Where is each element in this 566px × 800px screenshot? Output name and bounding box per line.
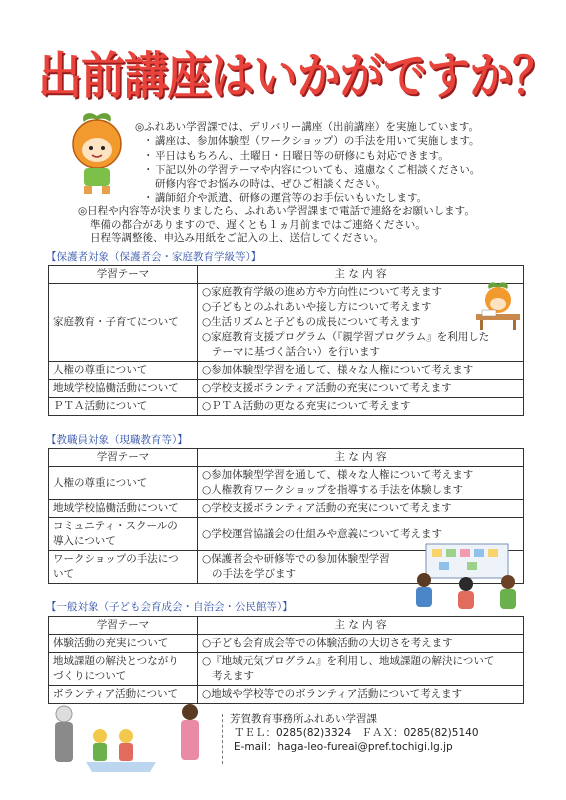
content-line: ○子どもとのふれあいや接し方について考えます bbox=[202, 301, 432, 313]
table-row bbox=[49, 653, 524, 686]
content-line: ○人権教育ワークショップを指導する手法を体験します bbox=[202, 484, 463, 496]
mascot-illustration bbox=[62, 110, 132, 196]
theme-cell: ボランティア活動について bbox=[49, 686, 198, 704]
content-line: 考えます bbox=[212, 670, 254, 682]
content-line: ○『地域元気プログラム』を利用し、地域課題の解決について bbox=[202, 655, 495, 667]
header-content: 主 な 内 容 bbox=[198, 266, 524, 284]
content-line: ○家庭教育支援プログラム（『親学習プログラム』を利用した bbox=[202, 331, 490, 343]
notice-line: 準備の都合がありますので、遅くとも１ヵ月前まではご連絡ください。 bbox=[90, 218, 426, 231]
people-illustration bbox=[50, 700, 210, 775]
footer-contact bbox=[226, 712, 526, 754]
table-row bbox=[49, 635, 524, 653]
notice-line: ◎日程や内容等が決まりましたら、ふれあい学習課まで電話で連絡をお願いします。 bbox=[78, 205, 475, 217]
header-theme: 学習テーマ bbox=[49, 266, 198, 284]
notice-line: 日程等調整後、申込み用紙をご記入の上、送信してください。 bbox=[90, 232, 384, 244]
theme-cell bbox=[49, 518, 198, 551]
table-parents bbox=[48, 265, 524, 416]
theme-cell: 体験活動の充実について bbox=[49, 635, 198, 653]
header-content: 主 な 内 容 bbox=[198, 617, 524, 635]
workshop-illustration bbox=[412, 540, 522, 610]
content-cell bbox=[198, 653, 524, 686]
table-header-row bbox=[49, 617, 524, 635]
section-title-teachers: 【教職員対象（現職教育等）】 bbox=[46, 434, 188, 446]
content-cell: ○学校支援ボランティア活動の充実について考えます bbox=[198, 380, 524, 398]
section-title-parents: 【保護者対象（保護者会・家庭教育学級等）】 bbox=[46, 251, 262, 263]
footer-tel-fax: ＴＥＬ：0285(82)3324 ＦＡＸ：0285(82)5140 bbox=[234, 727, 479, 739]
table-header-row bbox=[49, 266, 524, 284]
header-content: 主 な 内 容 bbox=[198, 449, 524, 467]
theme-cell: 人権の尊重について bbox=[49, 362, 198, 380]
notice-block bbox=[78, 205, 558, 246]
theme-line: づくりについて bbox=[53, 670, 127, 682]
header-theme: 学習テーマ bbox=[49, 617, 198, 635]
table-general bbox=[48, 616, 524, 704]
footer-org: 芳賀教育事務所ふれあい学習課 bbox=[230, 713, 377, 725]
table-header-row bbox=[49, 449, 524, 467]
theme-cell bbox=[49, 551, 198, 584]
intro-bullet: ・ 講座は、参加体験型（ワークショップ）の手法を用いて実施します。 bbox=[155, 134, 555, 148]
theme-cell: 地域学校協働活動について bbox=[49, 500, 198, 518]
table-row bbox=[49, 380, 524, 398]
content-cell: ○参加体験型学習を通して、様々な人権について考えます bbox=[198, 362, 524, 380]
content-line: ○生活リズムと子どもの成長について考えます bbox=[202, 316, 421, 328]
theme-line: コミュニティ・スクールの bbox=[53, 520, 178, 532]
content-line: ○保護者会や研修等での参加体験型学習 bbox=[202, 553, 390, 565]
intro-bullet-cont-text: 研修内容でお悩みの時は、ぜひご相談ください。 bbox=[155, 178, 386, 191]
content-cell: ○子ども会育成会等での体験活動の大切さを考えます bbox=[198, 635, 524, 653]
intro-bullet-cont bbox=[155, 177, 555, 191]
table-row bbox=[49, 284, 524, 362]
theme-cell: ＰＴＡ活動について bbox=[49, 398, 198, 416]
content-cell: ○学校支援ボランティア活動の充実について考えます bbox=[198, 500, 524, 518]
page-title: 出前講座はいかがですか？ bbox=[38, 47, 556, 105]
content-line: テーマに基づく話合い）を行います bbox=[212, 346, 380, 358]
content-line: の手法を学びます bbox=[212, 568, 296, 580]
content-cell: ○ＰＴＡ活動の更なる充実について考えます bbox=[198, 398, 524, 416]
theme-line: 地域課題の解決とつながり bbox=[53, 655, 179, 667]
theme-line: 導入について bbox=[53, 535, 116, 547]
intro-bullet: ・ 平日はもちろん、土曜日・日曜日等の研修にも対応できます。 bbox=[155, 149, 555, 163]
theme-cell: 人権の尊重について bbox=[49, 467, 198, 500]
theme-cell bbox=[49, 653, 198, 686]
content-cell: ○学校運営協議会の仕組みや意義について考えます bbox=[198, 518, 524, 551]
section-title-general: 【一般対象（子ども会育成会・自治会・公民館等）】 bbox=[46, 601, 293, 613]
table-row bbox=[49, 500, 524, 518]
theme-line: ワークショップの手法につ bbox=[53, 553, 179, 565]
intro-bullet: ・ 講師紹介や派遣、研修の運営等のお手伝いもいたします。 bbox=[155, 191, 555, 205]
table-row bbox=[49, 362, 524, 380]
content-cell bbox=[198, 467, 524, 500]
intro-list bbox=[135, 134, 555, 205]
mascot-studying-illustration bbox=[472, 280, 524, 332]
footer-divider bbox=[222, 714, 224, 764]
table-row bbox=[49, 398, 524, 416]
theme-line: いて bbox=[53, 568, 74, 580]
theme-cell: 地域学校協働活動について bbox=[49, 380, 198, 398]
intro-bullet: ・ 下記以外の学習テーマや内容についても、遠慮なくご相談ください。 bbox=[155, 163, 555, 177]
header-theme: 学習テーマ bbox=[49, 449, 198, 467]
content-line: ○参加体験型学習を通して、様々な人権について考えます bbox=[202, 469, 474, 481]
footer-email: E-mail：haga-leo-fureai@pref.tochigi.lg.jp bbox=[234, 741, 453, 753]
intro-lead: ◎ふれあい学習課では、デリバリー講座（出前講座）を実施しています。 bbox=[135, 121, 480, 133]
content-cell: ○地域や学校等でのボランティア活動について考えます bbox=[198, 686, 524, 704]
intro-block bbox=[135, 120, 555, 206]
content-line: ○家庭教育学級の進め方や方向性について考えます bbox=[202, 286, 442, 298]
theme-cell: 家庭教育・子育てについて bbox=[49, 284, 198, 362]
table-row bbox=[49, 467, 524, 500]
